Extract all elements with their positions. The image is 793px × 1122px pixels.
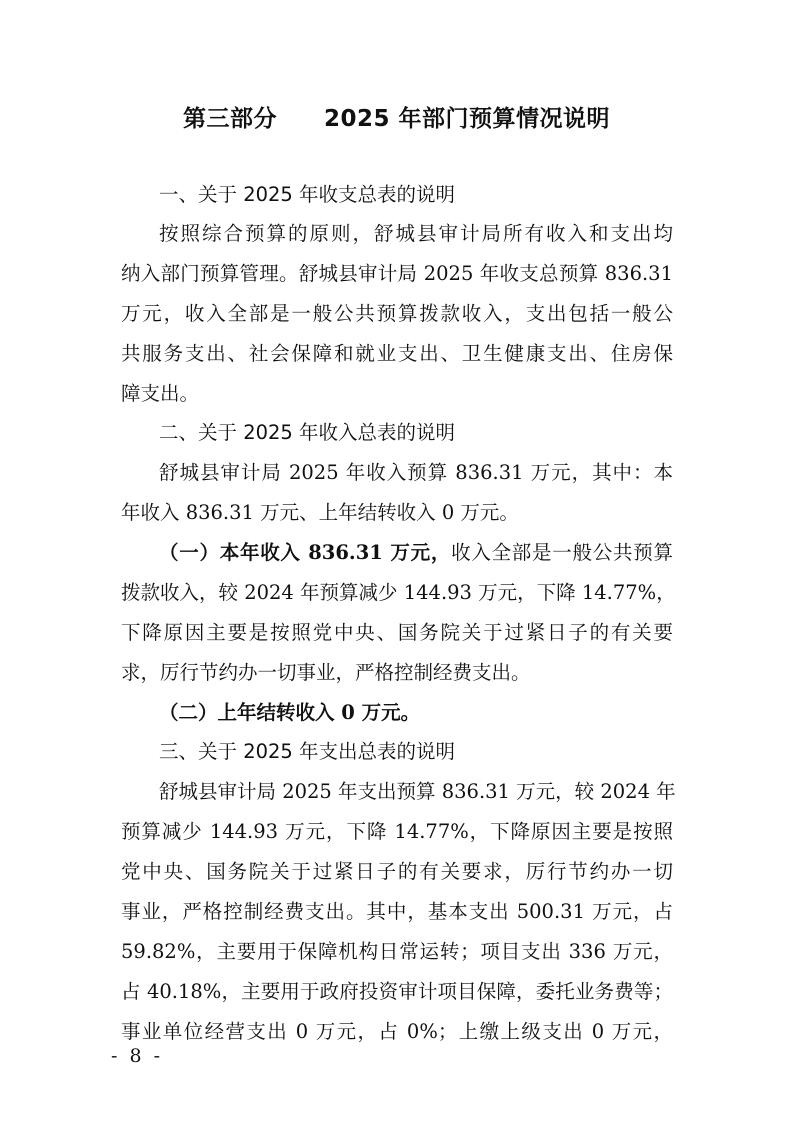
paragraph-line: 万元，收入全部是一般公共预算拨款收入，支出包括一般公 — [121, 302, 673, 325]
paragraph-line: 占 40.18%，主要用于政府投资审计项目保障，委托业务费等； — [121, 980, 673, 1003]
page-title: 第三部分 2025 年部门预算情况说明 — [182, 106, 611, 132]
paragraph-line: 预算减少 144.93 万元，下降 14.77%，下降原因主要是按照 — [121, 820, 673, 843]
subsection-item-1 — [159, 533, 673, 573]
section-heading-3: 三、关于 2025 年支出总表的说明 — [159, 740, 456, 763]
subsection-item-1-text: 收入全部是一般公共预算 — [451, 541, 673, 564]
paragraph-line: 纳入部门预算管理。舒城县审计局 2025 年收支总预算 836.31 — [121, 262, 673, 285]
paragraph-line: 事业单位经营支出 0 万元，占 0%；上缴上级支出 0 万元， — [121, 1020, 673, 1043]
paragraph-line: 舒城县审计局 2025 年收入预算 836.31 万元，其中：本 — [159, 461, 673, 484]
section-heading-1: 一、关于 2025 年收支总表的说明 — [159, 183, 456, 206]
page-number: - 8 - — [111, 1045, 164, 1067]
section-heading-2: 二、关于 2025 年收入总表的说明 — [159, 421, 456, 444]
paragraph-line: 障支出。 — [121, 382, 200, 405]
paragraph-line: 年收入 836.31 万元、上年结转收入 0 万元。 — [121, 501, 519, 524]
paragraph-line: 59.82%，主要用于保障机构日常运转；项目支出 336 万元， — [121, 940, 673, 963]
subsection-item-1-label: （一）本年收入 836.31 万元， — [159, 541, 452, 564]
paragraph-line: 求，厉行节约办一切事业，严格控制经费支出。 — [121, 661, 531, 684]
paragraph-line: 下降原因主要是按照党中央、国务院关于过紧日子的有关要 — [121, 621, 673, 644]
subsection-item-2: （二）上年结转收入 0 万元。 — [159, 701, 421, 724]
paragraph-line: 共服务支出、社会保障和就业支出、卫生健康支出、住房保 — [121, 342, 673, 365]
paragraph-line: 舒城县审计局 2025 年支出预算 836.31 万元，较 2024 年 — [159, 780, 676, 803]
paragraph-line: 拨款收入，较 2024 年预算减少 144.93 万元，下降 14.77%， — [121, 581, 676, 604]
paragraph-line: 党中央、国务院关于过紧日子的有关要求，厉行节约办一切 — [121, 860, 673, 883]
paragraph-line: 事业，严格控制经费支出。其中，基本支出 500.31 万元，占 — [121, 900, 673, 923]
paragraph-line: 按照综合预算的原则，舒城县审计局所有收入和支出均 — [159, 222, 673, 245]
